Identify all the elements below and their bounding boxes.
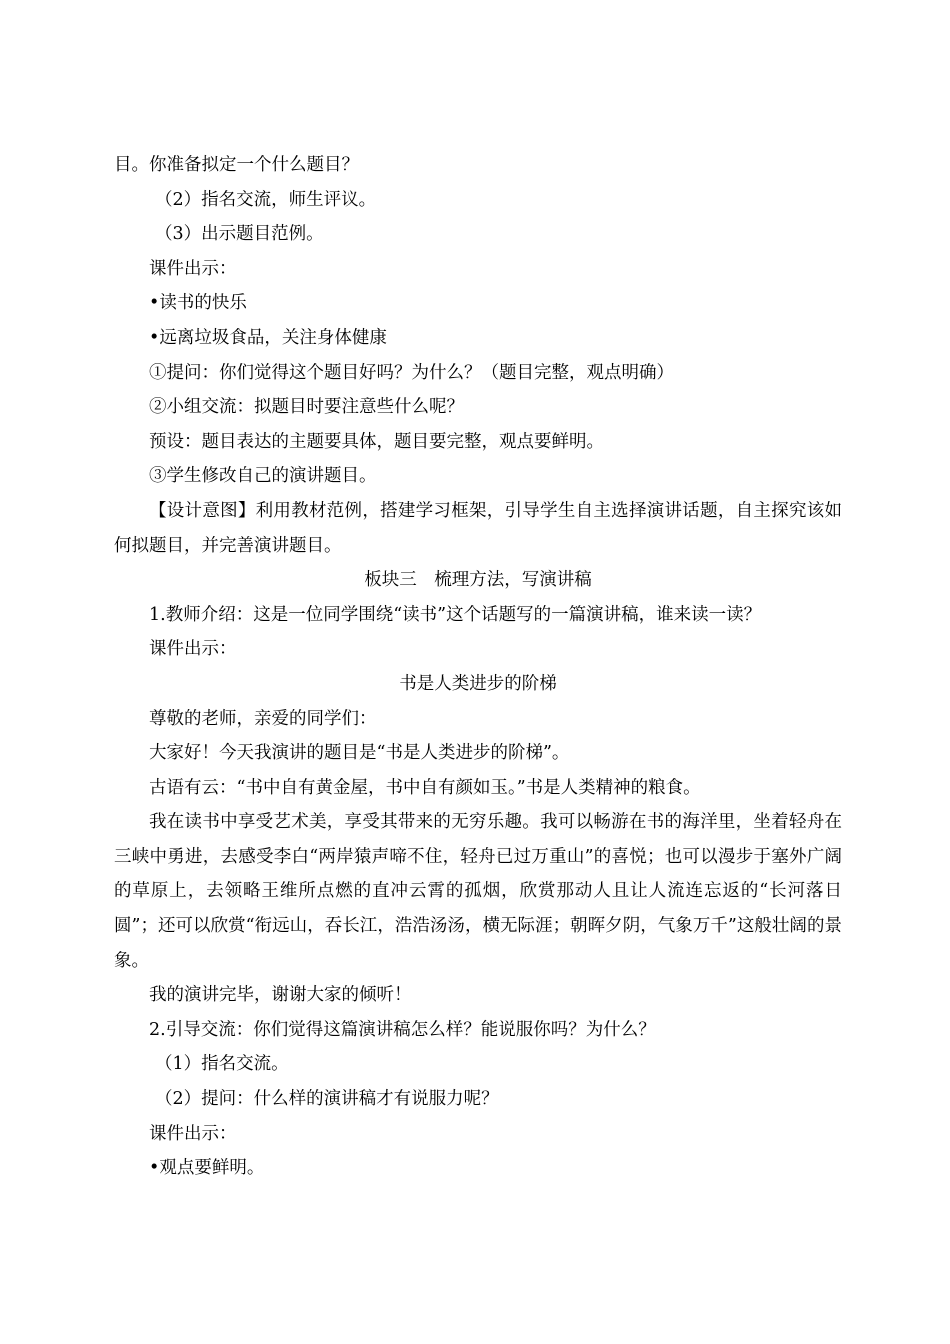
- text-line: 古语有云：“书中自有黄金屋，书中自有颜如玉。”书是人类精神的粮食。: [149, 777, 701, 798]
- text-line: 2.引导交流：你们觉得这篇演讲稿怎么样？能说服你吗？为什么？: [149, 1019, 656, 1040]
- text-line: （2）提问：什么样的演讲稿才有说服力呢？: [155, 1089, 499, 1110]
- text-line: 目。你准备拟定一个什么题目？: [114, 155, 359, 175]
- bullet-item: •远离垃圾食品，关注身体健康: [149, 327, 387, 348]
- text-line: （2）指名交流，师生评议。: [155, 189, 377, 210]
- numbered-item: ①提问：你们觉得这个题目好吗？为什么？（题目完整，观点明确）: [149, 362, 674, 383]
- text-line: 我的演讲完毕，谢谢大家的倾听！: [149, 985, 412, 1006]
- speech-title: 书是人类进步的阶梯: [399, 673, 557, 694]
- text-line: （3）出示题目范例。: [155, 224, 324, 245]
- text-line: 课件出示：: [149, 258, 237, 279]
- numbered-item: ②小组交流：拟题目时要注意些什么呢？: [149, 397, 464, 418]
- text-line: 课件出示：: [149, 639, 237, 660]
- text-line: 尊敬的老师，亲爱的同学们：: [149, 708, 377, 729]
- design-intent-paragraph: 【设计意图】利用教材范例，搭建学习框架，引导学生自主选择演讲话题，自主探究该如何拟题目，并完善演讲题目。: [114, 500, 842, 556]
- text-line: 预设：题目表达的主题要具体，题目要完整，观点要鲜明。: [149, 431, 604, 452]
- text-line: 大家好！今天我演讲的题目是“书是人类进步的阶梯”。: [149, 743, 570, 764]
- numbered-item: ③学生修改自己的演讲题目。: [149, 466, 377, 487]
- bullet-item: •观点要鲜明。: [149, 1158, 265, 1179]
- text-line: 1.教师介绍：这是一位同学围绕“读书”这个话题写的一篇演讲稿，谁来读一读？: [149, 604, 762, 625]
- bullet-item: •读书的快乐: [149, 293, 247, 314]
- text-line: （1）指名交流。: [155, 1054, 289, 1075]
- document-body: [114, 148, 842, 1186]
- speech-paragraph: 我在读书中享受艺术美，享受其带来的无穷乐趣。我可以畅游在书的海洋里，坐着轻舟在三峡中勇进，去感受李白“两岸猿声啼不住，轻舟已过万重山”的喜悦；也可以漫步于塞外广阔的草原上，去领略王维所点燃的直冲云霄的孤烟，欣赏那动人且让人流连忘返的“长河落日圆”；还可以欣赏“衔远山，吞长江，浩浩汤汤，横无际涯；朝晖夕阴，气象万千”这般壮阔的景象。: [114, 812, 842, 971]
- text-line: 课件出示：: [149, 1123, 237, 1144]
- section-heading: 板块三 梳理方法，写演讲稿: [364, 570, 592, 591]
